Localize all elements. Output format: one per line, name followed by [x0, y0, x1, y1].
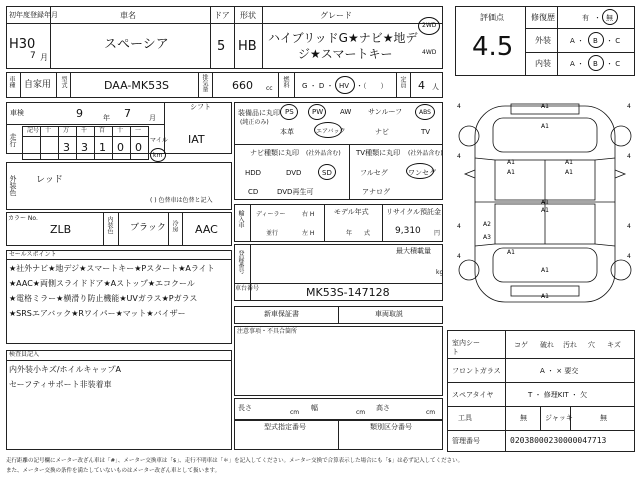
seat-yogore: 汚れ	[563, 341, 577, 349]
reg-year-label: 初年度登録年月	[9, 11, 58, 19]
drive-2wd: 2WD	[422, 22, 437, 29]
interior-color-value: ブラック	[130, 223, 166, 233]
damage-code: A1	[507, 169, 515, 176]
seat-kizu: キズ	[607, 341, 621, 349]
model-year-label: モデル年式	[334, 208, 369, 216]
tools-value: 無	[520, 414, 527, 422]
capacity-value: 4	[418, 79, 425, 92]
exterior-selected: B	[593, 37, 598, 45]
type-no-label: 型式指定番号	[264, 423, 306, 431]
mileage-unit-mile: マイル	[150, 137, 168, 144]
mileage-label: 走行	[9, 133, 17, 147]
repair-yes: 有	[582, 14, 589, 22]
displacement-unit: cc	[266, 85, 273, 92]
exterior-grades: A ・	[570, 37, 585, 45]
damage-code: A1	[541, 207, 549, 214]
tv-fullseg: フルセグ	[360, 169, 388, 177]
equipment-label: 装備品に丸印	[238, 109, 280, 117]
tv-oneseg: ワンセグ	[408, 169, 436, 177]
doors-value: 5	[217, 39, 226, 54]
nav-type-sub: (社外品含む)	[306, 150, 341, 157]
notes-box	[234, 326, 443, 396]
shape-value: HB	[238, 39, 257, 54]
recycle-label: リサイクル預託金	[386, 208, 442, 216]
seat-ana: 穴	[588, 341, 595, 349]
inspection-label: 車検	[10, 109, 24, 117]
length-label: 長さ	[238, 404, 252, 412]
glass-label: フロントガラス	[452, 367, 501, 375]
equip-sunroof: サンルーフ	[368, 108, 403, 116]
mgmt-value: 02038000230000047713	[510, 436, 607, 445]
nav-cd: CD	[248, 188, 259, 196]
color-code-label: カラー No.	[8, 215, 38, 222]
ac-value: AAC	[195, 223, 218, 236]
drive-4wd: 4WD	[422, 49, 437, 56]
equip-aw: AW	[340, 108, 352, 116]
mileage-header: 十	[45, 127, 52, 134]
sales-line-3: ★電格ミラー★横滑り防止機能★UVガラス★Pガラス	[9, 294, 198, 303]
jack-value: 無	[600, 414, 607, 422]
height-label: 高さ	[376, 404, 390, 412]
sales-points-label: セールスポイント	[9, 251, 57, 258]
mileage-unit-km: km	[153, 152, 163, 159]
car-name-value: スペーシア	[104, 37, 169, 52]
tv-type-label: TV種類に丸印	[356, 149, 401, 157]
left-side-mark: 4	[457, 103, 461, 110]
interior-selected: B	[593, 60, 598, 68]
inspection-month-unit: 月	[149, 114, 156, 122]
right-side-mark: 4	[627, 223, 631, 230]
fuel-options: G ・ D ・	[302, 82, 334, 90]
reg-era: H30	[9, 37, 36, 52]
nav-dvd-play: DVD再生可	[277, 188, 314, 196]
warranty-label: 新車保証書	[264, 310, 299, 318]
import-dealer: ディーラー	[256, 211, 286, 218]
fuel-label: 燃料	[282, 76, 289, 88]
inspector-label: 検査員記入	[9, 351, 40, 358]
mileage-digit: 3	[81, 141, 88, 154]
exterior-label: 外装	[535, 36, 551, 45]
shape-label: 形状	[240, 11, 256, 20]
equipment-sublabel: (純正のみ)	[240, 119, 269, 126]
manual-label: 車両取説	[375, 310, 403, 318]
damage-code: A1	[541, 103, 549, 110]
damage-code: A2	[483, 221, 491, 228]
reg-month: 7	[30, 51, 36, 61]
recycle-unit: 円	[434, 230, 441, 237]
height-unit: cm	[426, 409, 436, 416]
mileage-header: 千	[81, 127, 88, 134]
model-value: DAA-MK53S	[104, 79, 170, 92]
nav-hdd: HDD	[245, 169, 262, 177]
mileage-digit: 0	[117, 141, 124, 154]
glass-value: A ・ × 要交	[540, 367, 579, 375]
sales-line-1: ★社外ナビ★地デジ★スマートキー★Pスタート★Aライト	[9, 264, 215, 273]
import-parallel: 並行	[266, 230, 279, 237]
fuel-tail: ・（ ）	[356, 82, 388, 90]
color-note: ( ) 色替車は色替と記入	[150, 197, 213, 204]
mileage-digit: 0	[135, 141, 142, 154]
equip-pw: PW	[312, 108, 324, 116]
damage-code: A1	[541, 267, 549, 274]
damage-code: A1	[541, 123, 549, 130]
class-no-label: 類別区分番号	[370, 423, 412, 431]
import-left: 左 H	[302, 230, 315, 237]
interior-tail: ・ C	[606, 60, 621, 68]
mileage-digit: 3	[63, 141, 70, 154]
length-unit: cm	[290, 409, 300, 416]
grade-value-line2: ジ★スマートキー	[298, 47, 393, 61]
fuel-selected: HV	[339, 82, 350, 90]
sales-line-4: ★SRSエアバック★Rワイパー★マット★バイザー	[9, 309, 186, 318]
capacity-unit: 人	[432, 83, 439, 91]
width-label: 幅	[311, 404, 318, 412]
interior-grades: A ・	[570, 60, 585, 68]
equip-abs: ABS	[419, 109, 431, 116]
tv-type-sub: (社外品含む)	[408, 150, 443, 157]
seat-yabure: 破れ	[540, 341, 554, 349]
recycle-value: 9,310	[395, 226, 421, 236]
damage-code: A1	[507, 159, 515, 166]
right-side-mark: 4	[627, 103, 631, 110]
inspector-line-2: セーフティサポート非装着車	[9, 380, 112, 389]
mileage-digit: 1	[99, 141, 106, 154]
ac-label: 冷房	[171, 220, 178, 232]
nav-type-label: ナビ種類に丸印	[250, 149, 299, 157]
repair-label: 修復歴	[531, 13, 555, 22]
car-name-label: 車名	[120, 11, 136, 20]
width-unit: cm	[356, 409, 366, 416]
mileage-header: 十	[117, 127, 124, 134]
car-damage-diagram	[455, 98, 635, 323]
reg-month-unit: 月	[40, 53, 48, 62]
damage-code: A1	[565, 169, 573, 176]
inspection-year-unit: 年	[103, 114, 110, 122]
right-side-mark: 4	[627, 253, 631, 260]
score-label: 評価点	[480, 13, 504, 22]
interior-color-label: 内装色	[106, 216, 113, 234]
use-value: 自家用	[24, 80, 52, 90]
model-year-unit: 年 式	[346, 230, 371, 237]
left-side-mark: 4	[457, 253, 461, 260]
shift-label: シフト	[190, 103, 211, 111]
reg-no-label: 登録番号	[237, 250, 244, 274]
color-code-value: ZLB	[50, 223, 72, 236]
inspection-month: 7	[124, 107, 131, 120]
chassis-value: MK53S-147128	[306, 286, 390, 299]
shift-value: IAT	[188, 133, 205, 146]
right-side-mark: 4	[627, 153, 631, 160]
nav-dvd: DVD	[286, 169, 302, 177]
damage-code: A1	[507, 249, 515, 256]
score-value: 4.5	[472, 32, 514, 62]
nav-sd: SD	[322, 169, 332, 177]
max-load-unit: kg	[436, 269, 444, 276]
equip-leather: 本革	[280, 128, 294, 136]
inspection-year: 9	[76, 107, 83, 120]
displacement-label: 排気量	[201, 74, 208, 92]
inspector-line-1: 内外装小キズ/ホイルキャップA	[9, 365, 122, 374]
color-value: レッド	[36, 175, 63, 185]
chassis-label: 車台番号	[235, 285, 260, 292]
equip-tv: TV	[421, 128, 431, 136]
spare-value: T ・ 修理KIT ・ 欠	[528, 391, 588, 399]
tv-analog: アナログ	[362, 188, 390, 196]
sales-line-2: ★AAC★両側スライドドア★Aストップ★エコクール	[9, 279, 195, 288]
footer-line-1: 走行距離の記号欄にメーター改ざん車は「#」、メーター交換車は「$」、走行不明車は「＊」を記入してください。メーター交換で合算表示した場合にも「$」は必ず記入してください。	[6, 458, 464, 464]
exterior-tail: ・ C	[606, 37, 621, 45]
interior-label: 内装	[535, 59, 551, 68]
model-label: 型式	[60, 76, 67, 88]
tools-label: 工具	[458, 414, 472, 422]
grade-value-line1: ハイブリッドG★ナビ★地デ	[268, 31, 418, 45]
jack-label: ジャッキ	[545, 414, 573, 422]
footer-line-2: また、メーター交換の条件を満たしていないものはメーター改ざん車として扱います。	[6, 468, 221, 474]
dimensions-box	[234, 398, 443, 420]
damage-code: A1	[541, 293, 549, 300]
damage-code: A1	[565, 159, 573, 166]
damage-code: A1	[541, 199, 549, 206]
equip-airbag: エアバック	[316, 128, 346, 135]
mileage-header: 万	[63, 127, 70, 134]
mgmt-label: 管理番号	[452, 437, 480, 445]
import-label: 輸入車	[237, 210, 244, 228]
seat-koge: コゲ	[514, 341, 528, 349]
capacity-label: 定員	[399, 76, 406, 88]
use-label: 車種	[8, 76, 15, 88]
left-side-mark: 4	[457, 223, 461, 230]
mileage-header: 百	[99, 127, 106, 134]
seat-label: 室内シート	[452, 339, 480, 356]
equip-navi: ナビ	[375, 128, 389, 136]
left-side-mark: 4	[457, 153, 461, 160]
import-right: 右 H	[302, 211, 315, 218]
max-load-label: 最大積載量	[396, 247, 431, 255]
damage-code: A3	[483, 234, 491, 241]
doors-label: ドア	[214, 11, 230, 20]
repair-no: 無	[606, 14, 613, 22]
spare-label: スペアタイヤ	[452, 391, 494, 399]
mileage-header: 記号	[27, 127, 40, 134]
equip-ps: PS	[285, 108, 294, 116]
color-label: 外装色	[9, 175, 17, 196]
mileage-header: 一	[135, 127, 142, 134]
displacement-value: 660	[232, 79, 253, 92]
grade-label: グレード	[320, 11, 352, 20]
notes-label: 注意事項・不具合箇所	[237, 328, 298, 335]
